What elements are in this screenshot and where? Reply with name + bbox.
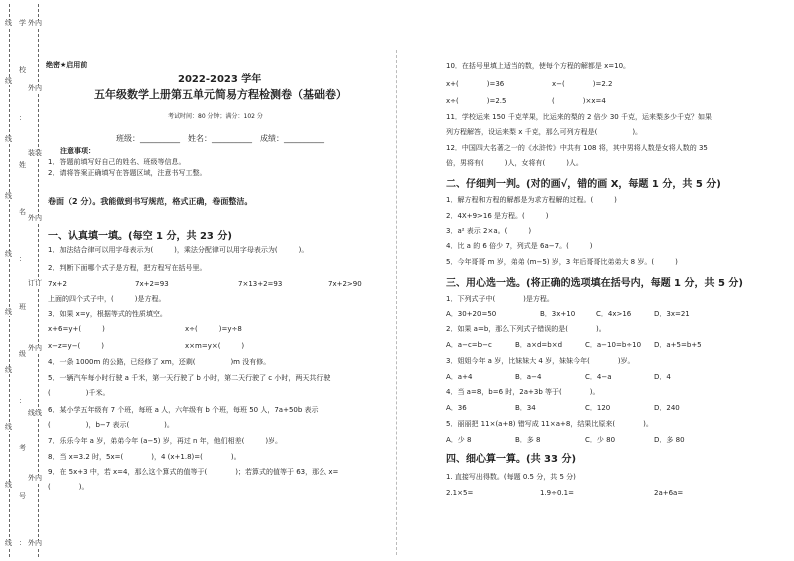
choice-5-opt-c: C．少 80 <box>585 436 616 444</box>
binding-char: 线 <box>5 19 12 27</box>
choice-3: 3．姐姐今年 a 岁，比妹妹大 4 岁，妹妹今年( )岁。 <box>446 357 635 365</box>
binding-char: 考 <box>19 444 26 453</box>
q2-item-4: 7x+2>90 <box>328 280 362 288</box>
binding-char: 内 <box>35 539 42 547</box>
binding-char: 线 <box>5 423 12 432</box>
binding-char: 线 <box>5 539 12 547</box>
calc-item-2: 1.9÷0.1= <box>540 489 574 497</box>
note-1: 1．答题前填写好自己的姓名、班级等信息。 <box>48 158 186 166</box>
choice-1-opt-a: A．30+20=50 <box>446 310 497 318</box>
judge-2: 2．4X+9>16 是方程。( ) <box>446 212 549 220</box>
binding-char: 线 <box>5 250 12 259</box>
binding-char: 名 <box>19 208 26 217</box>
binding-char: 外 <box>28 344 35 352</box>
q2: 2．判断下面哪个式子是方程，把方程写在括号里。 <box>48 264 207 272</box>
choice-1-opt-d: D．3x=21 <box>654 310 690 318</box>
q5-line-1: 5．一辆汽车每小时行驶 a 千米，第一天行驶了 b 小时，第二天行驶了 c 小时，两天共行驶 <box>48 374 331 382</box>
binding-char: 订 <box>35 279 42 287</box>
section-4-title: 四、细心算一算。(共 33 分) <box>446 454 577 465</box>
choice-4-opt-b: B．34 <box>515 404 536 412</box>
judge-5: 5．今年哥哥 m 岁，弟弟 (m−5) 岁，3 年后哥哥比弟弟大 8 岁。( ) <box>446 258 678 266</box>
column-divider <box>396 50 397 555</box>
q10-row2-a: x÷( )=2.5 <box>446 97 507 105</box>
q9-line-1: 9．在 5x+3 中，若 x=4，那么这个算式的值等于( )；若算式的值等于 63，那么 x= <box>48 468 339 476</box>
binding-char: 姓 <box>19 160 26 169</box>
section-3-title: 三、用心选一选。(将正确的选项填在括号内，每题 1 分，共 5 分) <box>446 278 743 289</box>
exam-info: 考试时间：80 分钟；满分：102 分 <box>168 113 263 120</box>
q2-item-3: 7×13+2=93 <box>238 280 283 288</box>
binding-char: 校 <box>19 66 26 75</box>
binding-char: ： <box>19 397 26 406</box>
q6-line-2: ( )，b−7 表示( )。 <box>48 421 174 429</box>
q2-item-1: 7x+2 <box>48 280 67 288</box>
binding-char: 内 <box>35 474 42 482</box>
q3-row1-a: x+6=y+( ) <box>48 325 105 333</box>
binding-char: 班 <box>19 302 26 311</box>
choice-3-opt-a: A．a+4 <box>446 373 473 381</box>
choice-5-opt-a: A．少 8 <box>446 436 472 444</box>
choice-1-opt-c: C．4x>16 <box>596 310 632 318</box>
judge-1: 1．解方程和方程的解都是为求方程解的过程。( ) <box>446 196 617 204</box>
q6-line-1: 6．某小学五年级有 7 个班，每班 a 人，六年级有 b 个班，每班 50 人，7a+50b 表示 <box>48 406 319 414</box>
binding-char: 内 <box>35 84 42 92</box>
choice-2: 2．如果 a=b，那么下列式子错误的是( )。 <box>446 325 606 333</box>
binding-char: ： <box>19 255 26 264</box>
section-1-title: 一、认真填一填。(每空 1 分，共 23 分) <box>48 231 232 242</box>
school-year: 2022-2023 学年 <box>178 74 262 85</box>
binding-char: 线 <box>28 409 35 417</box>
binding-char: 外 <box>28 539 35 547</box>
note-2: 2．请将答案正确填写在答题区域，注意书写工整。 <box>48 169 207 177</box>
choice-4-opt-c: C．120 <box>585 404 611 412</box>
choice-2-opt-b: B．a×d=b×d <box>515 341 563 349</box>
calc-item-1: 2.1×5= <box>446 489 474 497</box>
binding-char: 级 <box>19 349 26 358</box>
binding-char: 内 <box>35 344 42 352</box>
binding-char: 外 <box>28 214 35 222</box>
judge-3: 3．a² 表示 2×a。( ) <box>446 227 532 235</box>
page-title: 五年级数学上册第五单元简易方程检测卷（基础卷） <box>94 88 347 101</box>
calc-item-3: 2a+6a= <box>654 489 684 497</box>
q1: 1．加法结合律可以用字母表示为( )，乘法分配律可以用字母表示为( )。 <box>48 246 309 254</box>
q9-line-2: ( )。 <box>48 483 89 491</box>
q4: 4．一条 1000m 的公路，已经修了 xm，还剩( )m 没有修。 <box>48 358 271 366</box>
q5-line-2: ( )千米。 <box>48 389 110 397</box>
binding-char: 装 <box>35 149 42 157</box>
choice-1: 1．下列式子中( )是方程。 <box>446 295 554 303</box>
calc-intro: 1. 直接写出得数。(每题 0.5 分，共 5 分) <box>446 473 576 481</box>
choice-5: 5．丽丽把 11×(a+8) 错写成 11×a+8，结果比原来( )。 <box>446 420 653 428</box>
q10: 10．在括号里填上适当的数，使每个方程的解都是 x=10。 <box>446 62 631 70</box>
choice-3-opt-d: D．4 <box>654 373 671 381</box>
binding-char: 内 <box>35 214 42 222</box>
q7: 7．乐乐今年 a 岁，弟弟今年 (a−5) 岁，再过 n 年，他们相差( )岁。 <box>48 437 283 445</box>
q3-row2-a: x−z=y−( ) <box>48 342 105 350</box>
binding-char: 装 <box>28 149 35 157</box>
q10-row1-b: x−( )=2.2 <box>552 80 613 88</box>
binding-char: 外 <box>28 474 35 482</box>
choice-4-opt-d: D．240 <box>654 404 680 412</box>
binding-char: 线 <box>5 76 12 85</box>
section-2-title: 二、仔细判一判。(对的画√，错的画 X，每题 1 分，共 5 分) <box>446 179 721 190</box>
student-fields: 班级：__________ 姓名：__________ 成绩：__________ <box>116 134 324 143</box>
q3: 3．如果 x=y，根据等式的性质填空。 <box>48 310 167 318</box>
q11-line-1: 11．学校运来 150 千克苹果，比运来的梨的 2 倍少 30 千克，运来梨多少千克？如果 <box>446 113 712 121</box>
q12-line-2: 倍，男将有( )人，女将有( )人。 <box>446 159 583 167</box>
choice-2-opt-d: D．a+5=b+5 <box>654 341 702 349</box>
q10-row1-a: x+( )=36 <box>446 80 505 88</box>
q10-row2-b: ( )×x=4 <box>552 97 606 105</box>
choice-2-opt-a: A．a−c=b−c <box>446 341 492 349</box>
q2-item-2: 7x+2=93 <box>135 280 169 288</box>
binding-char: 线 <box>5 307 12 316</box>
choice-4: 4．当 a=8，b=6 时，2a+3b 等于( )。 <box>446 388 600 396</box>
binding-char: 号 <box>19 491 26 500</box>
binding-char: ： <box>19 113 26 122</box>
binding-char: 外 <box>28 19 35 27</box>
binding-char: 订 <box>28 279 35 287</box>
choice-5-opt-d: D．多 80 <box>654 436 685 444</box>
q3-row2-b: x×m=y×( ) <box>185 342 245 350</box>
binding-char: 线 <box>5 481 12 490</box>
choice-4-opt-a: A．36 <box>446 404 467 412</box>
neatness-line: 卷面（2 分）。我能做到书写规范，格式正确，卷面整洁。 <box>48 197 253 206</box>
choice-1-opt-b: B．3x+10 <box>540 310 576 318</box>
outer-cut-line <box>9 4 10 557</box>
choice-3-opt-c: C．4−a <box>585 373 612 381</box>
judge-4: 4．比 a 的 6 倍少 7，列式是 6a−7。( ) <box>446 242 593 250</box>
confidential-mark: 绝密★启用前 <box>46 61 88 69</box>
binding-char: 线 <box>5 365 12 374</box>
q8: 8．当 x=3.2 时，5x=( )，4 (x+1.8)=( )。 <box>48 453 241 461</box>
notes-title: 注意事项： <box>60 147 95 155</box>
binding-char: ： <box>19 539 26 547</box>
q2-tail: 上面的四个式子中，( )是方程。 <box>48 295 166 303</box>
binding-strip <box>0 0 44 561</box>
binding-char: 内 <box>35 19 42 27</box>
binding-char: 线 <box>35 409 42 417</box>
choice-5-opt-b: B．多 8 <box>515 436 541 444</box>
binding-char: 外 <box>28 84 35 92</box>
choice-3-opt-b: B．a−4 <box>515 373 542 381</box>
q11-line-2: 列方程解答，设运来梨 x 千克，那么可列方程是( )。 <box>446 128 643 136</box>
binding-char: 线 <box>5 192 12 201</box>
binding-char: 线 <box>5 134 12 143</box>
q3-row1-b: x÷( )=y÷8 <box>185 325 242 333</box>
q12-line-1: 12．中国四大名著之一的《水浒传》中共有 108 将，其中男将人数是女将人数的 35 <box>446 144 708 152</box>
binding-char: 学 <box>19 19 26 27</box>
choice-2-opt-c: C．a−10=b÷10 <box>585 341 642 349</box>
